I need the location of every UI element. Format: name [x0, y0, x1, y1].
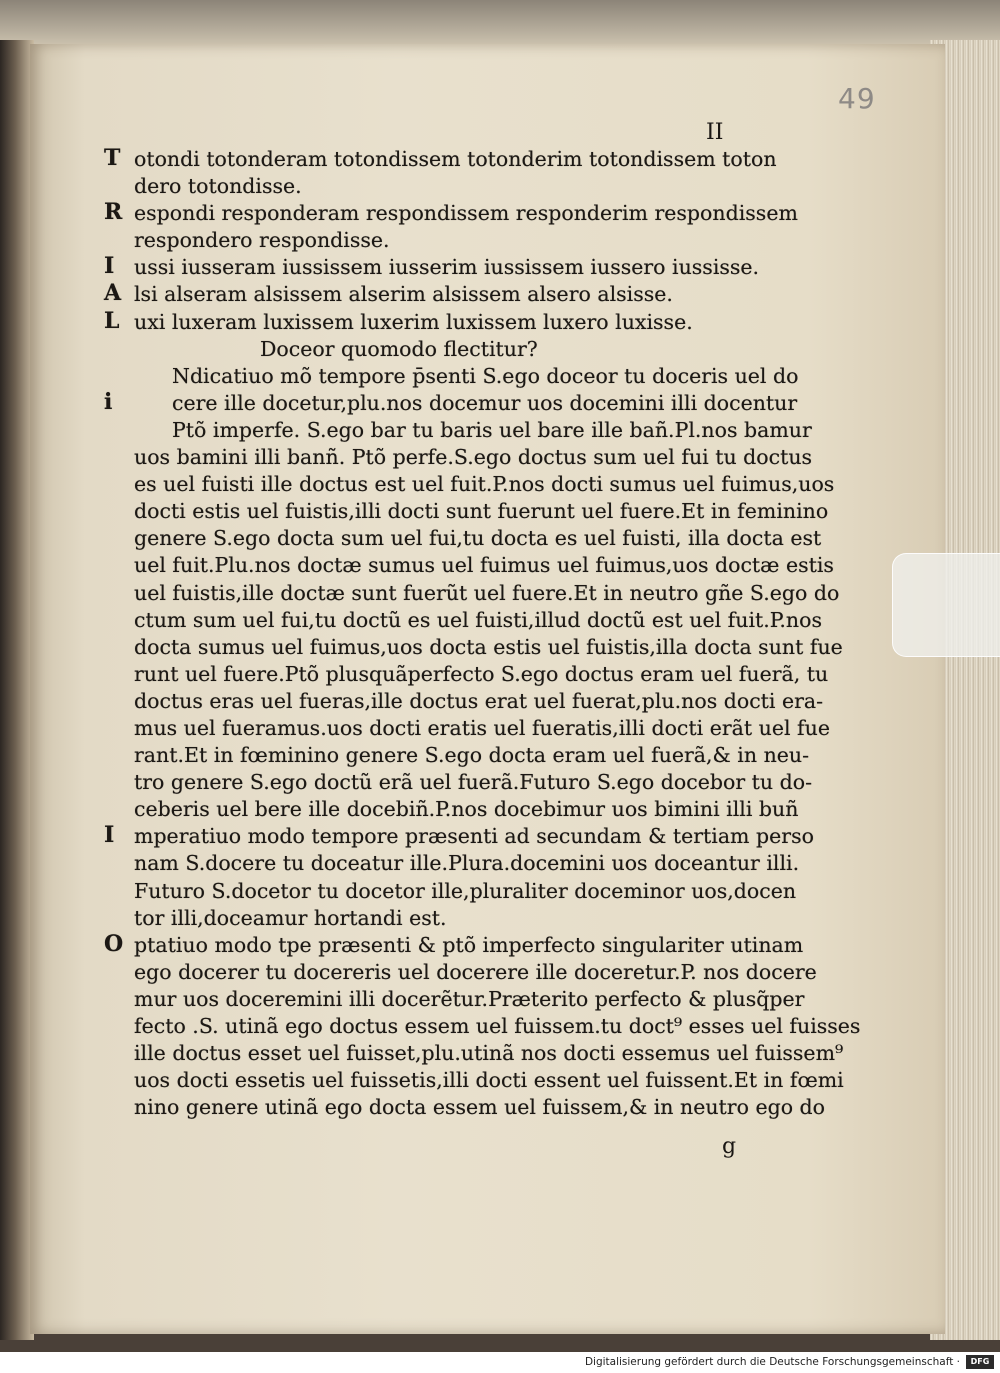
text-line: [104, 715, 830, 742]
line-text: tro genere S.ego doctũ erã uel fuerã.Futuro S.ego docebor tu do-: [134, 770, 812, 795]
line-text: mur uos doceremini illi docerẽtur.Præterito perfecto & plusq̃per: [134, 986, 805, 1011]
text-line: [104, 444, 813, 471]
text-line: [104, 1067, 844, 1094]
line-text: Ptõ imperfe. S.ego bar tu baris uel bare ille bañ.Pl.nos bamur: [172, 417, 812, 442]
line-text: espondi responderam respondissem responderim respondissem: [134, 201, 798, 226]
text-line: [104, 146, 804, 173]
initial-letter: O: [104, 930, 124, 957]
line-text: genere S.ego docta sum uel fui,tu docta es uel fuisti, illa docta est: [134, 526, 822, 551]
line-text: respondero respondisse.: [134, 228, 390, 253]
line-text: nino genere utinã ego docta essem uel fuissem,& in neutro ego do: [134, 1095, 826, 1120]
line-text: ille doctus esset uel fuisset,plu.utinã nos docti essemus uel fuissem⁹: [134, 1041, 844, 1066]
text-line: [104, 769, 812, 796]
text-line: [104, 417, 812, 444]
text-line: [104, 580, 840, 607]
initial-letter: A: [104, 280, 122, 307]
text-line: [104, 634, 843, 661]
text-line: [104, 390, 804, 417]
text-line: [104, 498, 829, 525]
text-line: [104, 822, 814, 850]
initial-letter: L: [104, 307, 120, 334]
text-line: [104, 1040, 844, 1067]
printed-signature-top: II: [706, 120, 724, 145]
line-text: uxi luxeram luxissem luxerim luxissem luxero luxisse.: [134, 309, 693, 334]
text-line: [104, 1094, 826, 1121]
line-text: es uel fuisti ille doctus est uel fuit.P.nos docti sumus uel fuimus,uos: [134, 472, 835, 497]
printed-signature-bottom: g: [722, 1134, 737, 1159]
footer-bar: [0, 1352, 1000, 1373]
text-line: [104, 552, 834, 579]
initial-letter: I: [104, 253, 115, 280]
line-text: nam S.docere tu doceatur ille.Plura.docemini uos doceantur illi.: [134, 851, 800, 876]
line-text: Ndicatiuo mõ tempore p̄senti S.ego doceor tu doceris uel do: [172, 363, 799, 388]
text-line: [104, 932, 804, 959]
text-line: [104, 525, 822, 552]
line-text: dero totondisse.: [134, 174, 302, 199]
text-line: [104, 986, 804, 1013]
text-line: [104, 227, 804, 254]
line-text: mus uel fueramus.uos docti eratis uel fueratis,illi docti erãt uel fue: [134, 715, 830, 740]
text-line: [104, 281, 804, 308]
line-text: otondi totonderam totondissem totonderim totondissem toton: [134, 147, 777, 171]
line-text: uel fuit.Plu.nos doctæ sumus uel fuimus uel fuimus,uos doctæ estis: [134, 553, 834, 578]
line-text: tor illi,doceamur hortandi est.: [134, 905, 447, 930]
text-line: [104, 796, 804, 823]
line-text: fecto .S. utinã ego doctus essem uel fuissem.tu doct⁹ esses uel fuisses: [134, 1014, 861, 1038]
line-text: doctus eras uel fueras,ille doctus erat uel fuerat,plu.nos docti era-: [134, 688, 824, 713]
text-line: [104, 173, 804, 200]
line-text: cere ille docetur,plu.nos docemur uos docemini illi docentur: [172, 390, 798, 415]
text-line: [104, 878, 804, 905]
line-text: ceberis uel bere ille docebiñ.P.nos docebimur uos bimini illi buñ: [134, 797, 799, 822]
line-text: Futuro S.docetor tu docetor ille,pluraliter doceminor uos,docen: [134, 878, 797, 903]
line-text: uos bamini illi banñ. Ptõ perfe.S.ego doctus sum uel fui tu doctus: [134, 445, 813, 470]
page-text-block: [104, 145, 861, 1121]
pencil-folio-number: 49: [838, 82, 876, 115]
initial-letter: i: [104, 388, 113, 415]
section-heading: Doceor quomodo flectitur?: [260, 336, 538, 361]
line-text: ptatiuo modo tpe præsenti & ptõ imperfecto singulariter utinam: [134, 932, 804, 957]
line-text: lsi alseram alsissem alserim alsissem alsero alsisse.: [134, 282, 673, 307]
text-line: [104, 200, 804, 227]
text-line: [104, 1013, 861, 1040]
text-line: [104, 742, 810, 769]
initial-letter: R: [104, 199, 123, 226]
line-text: rant.Et in fœminino genere S.ego docta eram uel fuerã,& in neu-: [134, 743, 810, 768]
text-line: [104, 309, 804, 336]
line-text: mperatiuo modo tempore præsenti ad secundam & tertiam perso: [134, 824, 814, 849]
line-text: docta sumus uel fuimus,uos docta estis uel fuistis,illa docta sunt fue: [134, 634, 843, 659]
footer-credit: Digitalisierung gefördert durch die Deutsche Forschungsgemeinschaft ·: [584, 1356, 960, 1368]
line-text: ctum sum uel fui,tu doctũ es uel fuisti,illud doctũ est uel fuit.P.nos: [134, 607, 822, 632]
initial-letter: T: [104, 145, 121, 171]
text-line: [104, 905, 804, 932]
text-line: [104, 363, 804, 390]
text-line: [104, 661, 829, 688]
book-gutter: [0, 40, 34, 1340]
line-text: uos docti essetis uel fuissetis,illi docti essent uel fuissent.Et in fœmi: [134, 1068, 844, 1093]
bookmark-tab: [892, 553, 1000, 657]
text-line: [104, 471, 835, 498]
text-line: [104, 336, 804, 363]
line-text: runt uel fuere.Ptõ plusquãperfecto S.ego doctus eram uel fuerã, tu: [134, 661, 829, 686]
line-text: ego docerer tu docereris uel docerere ille doceretur.P. nos docere: [134, 959, 817, 984]
line-text: uel fuistis,ille doctæ sunt fuerũt uel fuere.Et in neutro gñe S.ego do: [134, 580, 840, 605]
text-line: [104, 959, 817, 986]
dfg-logo: DFG: [966, 1355, 994, 1369]
initial-letter: I: [104, 822, 115, 849]
text-line: [104, 254, 804, 281]
text-line: [104, 850, 804, 877]
text-line: [104, 607, 822, 634]
line-text: ussi iusseram iussissem iusserim iussissem iussero iussisse.: [134, 255, 760, 280]
line-text: docti estis uel fuistis,illi docti sunt fuerunt uel fuere.Et in feminino: [134, 499, 829, 524]
text-line: [104, 688, 824, 715]
